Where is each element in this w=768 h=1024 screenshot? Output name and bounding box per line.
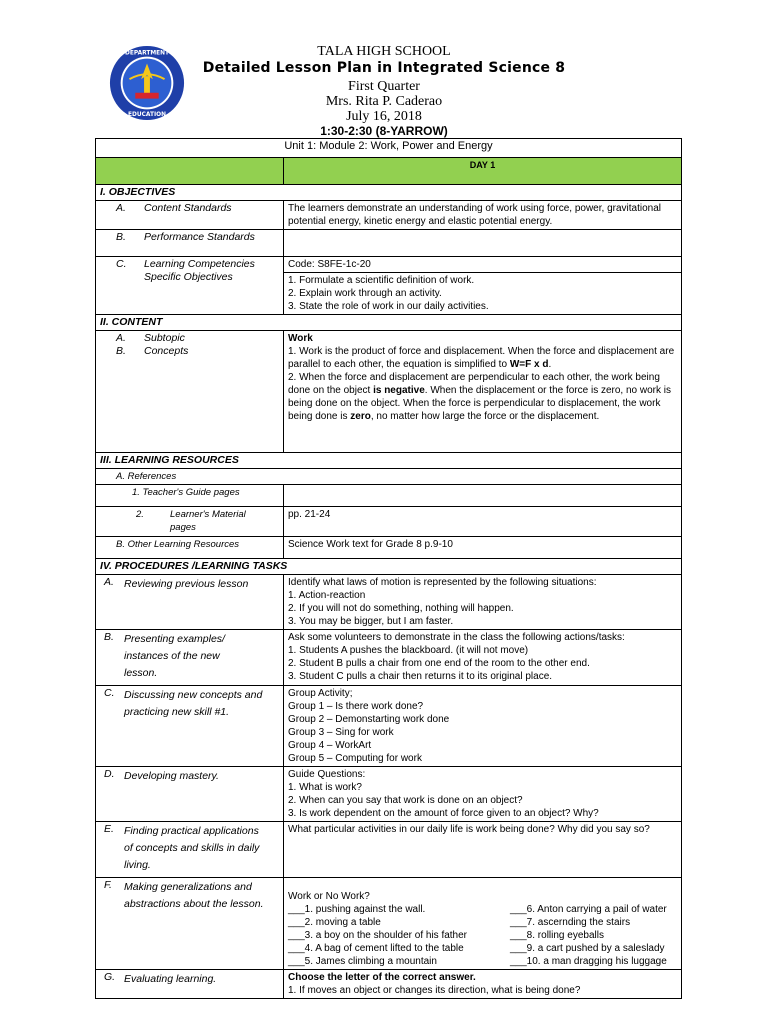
svg-text:EDUCATION: EDUCATION — [128, 112, 166, 119]
list-item: 2. Explain work through an activity. — [288, 288, 442, 299]
teachers-guide-value — [284, 485, 682, 507]
list-item: ___6. Anton carrying a pail of water — [510, 904, 667, 915]
resources-heading: III. LEARNING RESOURCES — [96, 453, 682, 469]
topic-title: Work — [288, 333, 313, 344]
list-item: ___5. James climbing a mountain — [288, 956, 437, 967]
list-item: ___9. a cart pushed by a saleslady — [510, 943, 665, 954]
other-resources-value: Science Work text for Grade 8 p.9-10 — [284, 537, 682, 559]
quarter: First Quarter — [348, 79, 420, 94]
unit-title: Unit 1: Module 2: Work, Power and Energy — [96, 139, 682, 158]
developing-mastery-label: D. Developing mastery. — [96, 767, 284, 822]
performance-standards-label: B. Performance Standards — [96, 230, 284, 257]
day-cell-left — [96, 158, 284, 185]
day-label: DAY 1 — [284, 158, 682, 185]
evaluating-learning-label: G. Evaluating learning. — [96, 970, 284, 999]
list-item: ___10. a man dragging his luggage — [510, 956, 667, 967]
list-item: ___8. rolling eyeballs — [510, 930, 604, 941]
learners-material-value: pp. 21-24 — [284, 507, 682, 537]
specific-objectives-list — [284, 273, 682, 315]
discussing-concepts-text: Group Activity; Group 1 – Is there work done? Group 2 – Demonstarting work done Group 3 – Sing for work Group 4 – WorkArt Group 5 – Computing for work — [284, 686, 682, 767]
content-standards-label: A. Content Standards — [96, 201, 284, 230]
list-item: ___2. moving a table — [288, 917, 381, 928]
class-time: 1:30-2:30 (8-YARROW) — [320, 124, 448, 138]
reviewing-lesson-text: Identify what laws of motion is represented by the following situations: 1. Action-reaction 2. If you will not do something, nothing will happen. 3. You may be bigger, but I am faster. — [284, 575, 682, 630]
list-item: ___7. ascernding the stairs — [510, 917, 631, 928]
references-label: A. References — [96, 469, 682, 485]
concepts-label: Concepts — [144, 345, 189, 357]
objectives-heading: I. OBJECTIVES — [96, 185, 682, 201]
procedures-heading: IV. PROCEDURES /LEARNING TASKS — [96, 559, 682, 575]
teachers-guide-label: 1. Teacher's Guide pages — [96, 485, 284, 507]
activity-title: Work or No Work? — [288, 891, 370, 902]
concept-paragraph-2: 2. When the force and displacement are perpendicular to each other, the work being done on the object is negative. When the displacement or the force is zero, no work is being done on the object. When the force is perpendicular to displacement, the work being done is zero, no matter how large the force or the displacement. — [288, 372, 672, 422]
list-item: ___1. pushing against the wall. — [288, 904, 426, 915]
concept-paragraph-1: 1. Work is the product of force and displacement. When the force and displacement are parallel to each other, the equation is simplified to W=F x d. — [288, 346, 675, 370]
lesson-date: July 16, 2018 — [346, 109, 422, 124]
content-labels: A. Subtopic B. Concepts — [96, 331, 284, 453]
content-heading: II. CONTENT — [96, 315, 682, 331]
subtopic-label: Subtopic — [144, 332, 185, 344]
concepts-text — [284, 331, 682, 453]
document-header — [0, 0, 768, 140]
learners-material-label: 2. Learner's Material pages — [96, 507, 284, 537]
list-item: ___4. A bag of cement lifted to the table — [288, 943, 464, 954]
learning-competencies-label: C. Learning Competencies Specific Objectives — [96, 257, 284, 315]
document-title: Detailed Lesson Plan in Integrated Science 8 — [202, 60, 566, 76]
teacher-name: Mrs. Rita P. Caderao — [325, 94, 443, 109]
discussing-concepts-label: C. Discussing new concepts and practicing new skill #1. — [96, 686, 284, 767]
presenting-examples-text: Ask some volunteers to demonstrate in the class the following actions/tasks: 1. Students A pushes the blackboard. (it will not move) 2. Student B pulls a chair from one end of the room to the other end. 3. Student C pulls a chair then returns it to its original place. — [284, 630, 682, 686]
svg-text:DEPARTMENT: DEPARTMENT — [124, 50, 170, 57]
lesson-plan-table — [95, 138, 682, 999]
practical-applications-text: What particular activities in our daily life is work being done? Why did you say so? — [284, 822, 682, 878]
reviewing-lesson-label: A. Reviewing previous lesson — [96, 575, 284, 630]
other-resources-label: B. Other Learning Resources — [96, 537, 284, 559]
generalizations-label: F. Making generalizations and abstractions about the lesson. — [96, 878, 284, 970]
competency-code: Code: S8FE-1c-20 — [284, 257, 682, 273]
practical-applications-label: E. Finding practical applications of concepts and skills in daily living. — [96, 822, 284, 878]
school-name: TALA HIGH SCHOOL — [317, 44, 451, 59]
list-item: 3. State the role of work in our daily activities. — [288, 301, 489, 312]
content-standards-text: The learners demonstrate an understanding of work using force, power, gravitational potential energy, kinetic energy and elastic potential energy. — [284, 201, 682, 230]
list-item: ___3. a boy on the shoulder of his father — [288, 930, 468, 941]
evaluating-learning-text: Choose the letter of the correct answer. 1. If moves an object or changes its direction, what is being done? — [284, 970, 682, 999]
performance-standards-text — [284, 230, 682, 257]
presenting-examples-label: B. Presenting examples/ instances of the new lesson. — [96, 630, 284, 686]
work-or-no-work-activity — [284, 878, 682, 970]
developing-mastery-text: Guide Questions: 1. What is work? 2. When can you say that work is done on an object? 3. Is work dependent on the amount of force given to an object? Why? — [284, 767, 682, 822]
list-item: 1. Formulate a scientific definition of work. — [288, 275, 475, 286]
